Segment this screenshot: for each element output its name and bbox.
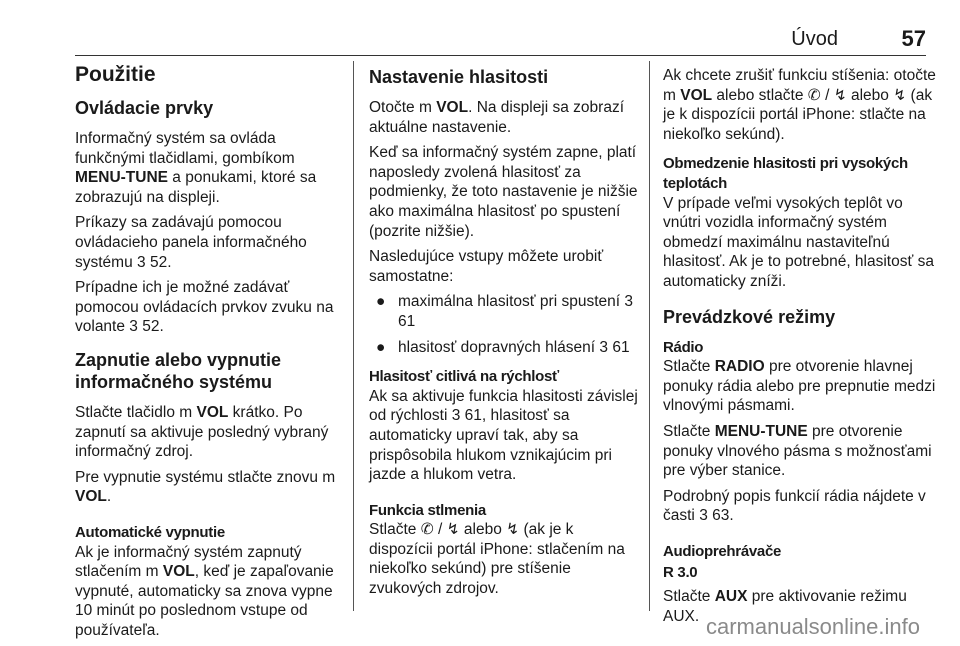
column-divider-1 [353,61,354,611]
paragraph-switch-on: Stlačte tlačidlo m VOL krátko. Po zapnutí sa aktivuje posledný vybraný informačný zdroj. [75,403,329,461]
arrow-icon: 3 [699,507,708,525]
heading-audio-players: Audioprehrávače [663,542,782,560]
header-rule [75,55,926,56]
column-1 [75,58,347,646]
page-number: 57 [901,26,926,51]
power-icon: m [663,86,676,104]
paragraph-radio-ref: Podrobný popis funkcií rádia nájdete v časti 3 63. [663,487,926,525]
power-icon: m [179,403,193,421]
header-title: Úvod [791,28,838,50]
column-3 [663,66,938,632]
paragraph-mute: Stlačte ✆ / ↯ alebo ↯ (ak je k dispozícii portál iPhone: stlačením na niekoľko sekúnd) pre stíšenie zvukových zdrojov. [369,521,625,598]
arrow-icon: 3 [137,253,146,271]
heading-radio: Rádio [663,338,704,356]
phone-icon: ✆ [420,521,434,539]
heading-mute: Funkcia stlmenia [369,501,486,519]
paragraph-controls: Informačný systém sa ovláda funkčnými tlačidlami, gombíkom MENU-TUNE a ponukami, ktoré sa zobrazujú na displeji. [75,130,317,206]
watermark: carmanualsonline.info [705,614,920,639]
power-icon: m [418,99,432,116]
arrow-icon: 3 [129,318,138,336]
heading-use: Použitie [75,63,156,86]
heading-onoff: Zapnutie alebo vypnutie informačného systému [75,349,282,392]
list-item: ● hlasitosť dopravných hlásení 3 61 [376,338,630,356]
power-icon: m [145,563,159,581]
list-item: ● maximálna hlasitosť pri spustení 3 61 [376,293,633,330]
paragraph-last-volume: Keď sa informačný systém zapne, platí naposledy zvolená hlasitosť za podmienky, že toto nastavenie je nižšie ako maximálna hlasitosť po spustení (pozrite nižšie). [369,144,638,240]
heading-r30: R 3.0 [663,564,698,582]
paragraph-radio-button: Stlačte RADIO pre otvorenie hlavnej ponuky rádia alebo pre prepnutie medzi vlnovými pásmami. [663,358,936,415]
heading-volume-limit: Obmedzenie hlasitosti pri vysokých teplotách [663,155,908,192]
arrow-icon: 3 [624,293,633,311]
heading-auto-off: Automatické vypnutie [75,523,225,541]
paragraph-inputs: Nasledujúce vstupy môžete urobiť samostatne: [369,248,604,285]
heading-volume: Nastavenie hlasitosti [369,67,549,87]
mute-icon: ↯ [893,86,907,104]
column-2 [369,58,641,605]
mute-icon: ↯ [833,86,847,104]
heading-speed-volume: Hlasitosť citlivá na rýchlosť [369,368,559,386]
mute-icon: ↯ [446,521,460,539]
paragraph-unmute: Ak chcete zrušiť funkciu stíšenia: otočte m VOL alebo stlačte ✆ / ↯ alebo ↯ (ak je k dispozícii portál iPhone: stlačte na niekoľko sekúnd). [663,67,936,143]
column-divider-2 [649,61,650,611]
phone-icon: ✆ [807,86,821,104]
heading-controls: Ovládacie prvky [75,98,214,118]
paragraph-speed-volume: Ak sa aktivuje funkcia hlasitosti závislej od rýchlosti 3 61, hlasitosť sa automaticky upraví tak, aby sa prispôsobila hlukom vznikajúcim pri jazde a hlukom vetra. [369,387,638,484]
paragraph-wheel: Prípadne ich je možné zadávať pomocou ovládacích prvkov zvuku na volante 3 52. [75,279,334,336]
mute-icon: ↯ [506,521,520,539]
paragraph-turn-vol: Otočte m VOL. Na displeji sa zobrazí aktuálne nastavenie. [369,99,625,136]
arrow-icon: 3 [599,338,609,356]
heading-operating-modes: Prevádzkové režimy [663,306,836,327]
paragraph-menu-tune: Stlačte MENU-TUNE pre otvorenie ponuky vlnového pásma s možnosťami pre výber stanice. [663,422,932,480]
arrow-icon: 3 [451,407,461,425]
paragraph-volume-limit: V prípade veľmi vysokých teplôt vo vnútri vozidla informačný systém obmedzí maximálnu nastaviteľnú hlasitosť. Ak je to potrebné, hlasitosť sa automaticky zníži. [663,194,934,290]
paragraph-switch-off: Pre vypnutie systému stlačte znovu m VOL. [75,468,336,506]
power-icon: m [322,468,336,486]
paragraph-aux: Stlačte AUX pre aktivovanie režimu AUX. [663,588,907,625]
paragraph-auto-off: Ak je informačný systém zapnutý stlačením m VOL, keď je zapaľovanie vypnuté, automaticky sa znova vypne 10 minút po poslednom vstupe od používateľa. [75,543,334,639]
paragraph-panel: Príkazy sa zadávajú pomocou ovládacieho panela informačného systému 3 52. [75,214,307,271]
